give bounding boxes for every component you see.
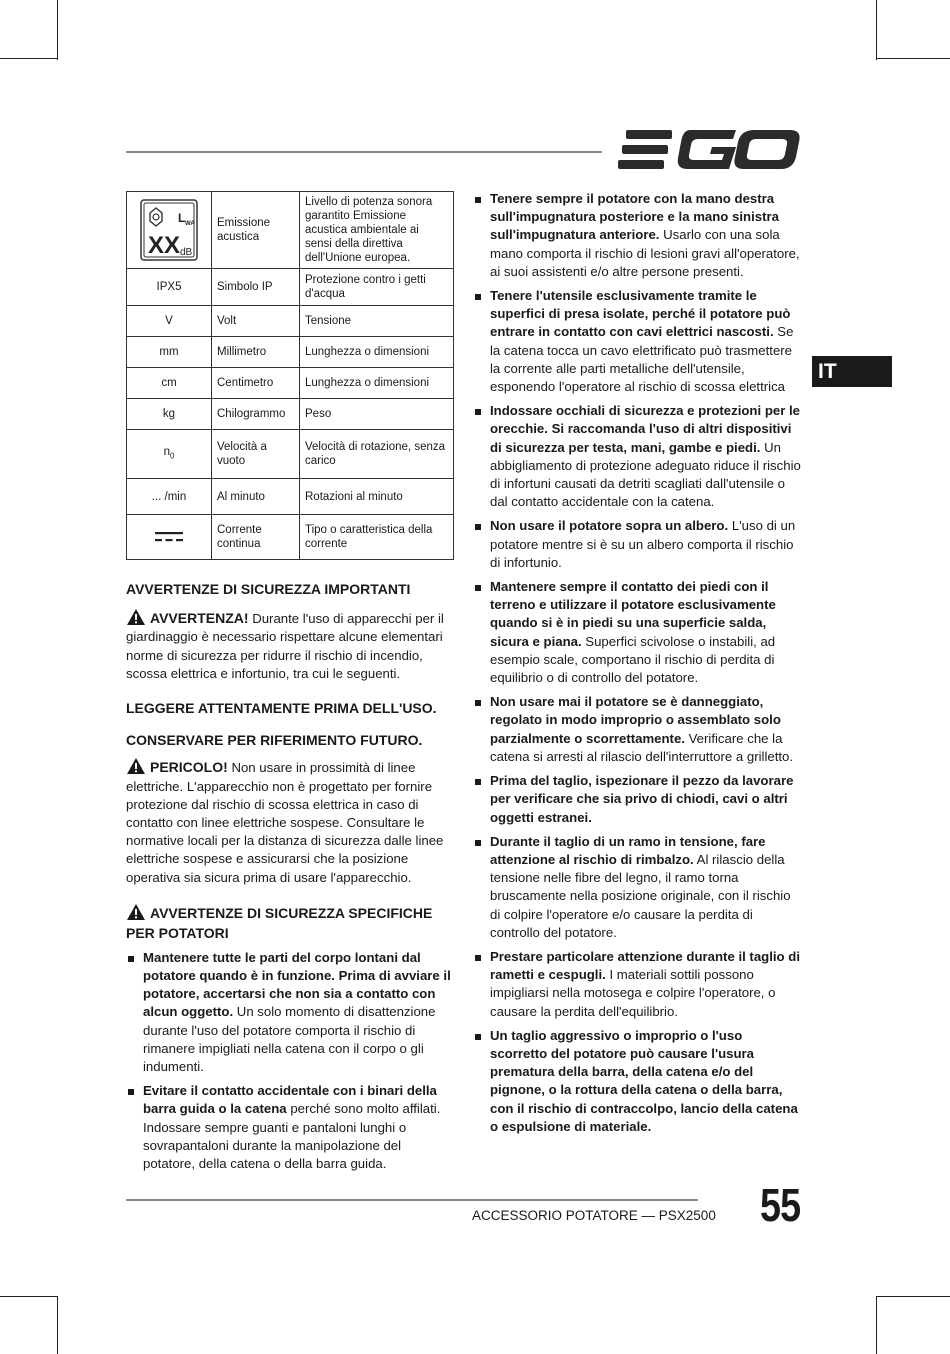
keep-heading: CONSERVARE PER RIFERIMENTO FUTURO.: [126, 732, 423, 749]
page-number: 55: [760, 1179, 801, 1231]
bullet-bold: Mantenere tutte le parti del corpo lontani dal potatore quando è in funzione. Prima di avviare il potatore, accertarsi che non sia a contatto con alcun oggetto.: [143, 949, 451, 1020]
list-item: [126, 1082, 456, 1173]
warning-triangle-icon: [126, 608, 146, 626]
symbol-description: Rotazioni al minuto: [300, 479, 454, 515]
read-heading: LEGGERE ATTENTAMENTE PRIMA DELL'USO.: [126, 700, 437, 717]
symbols-table: [126, 191, 454, 560]
left-column: [126, 580, 456, 1173]
bullet-text: L'uso di un potatore mentre si è su un albero comporta il rischio di infortunio.: [490, 518, 796, 570]
list-item: [473, 578, 803, 687]
bullet-text: Superfici scivolose o instabili, ad esempio scale, comportano il rischio di perdita di equilibrio o di controllo del potatore.: [490, 633, 776, 686]
svg-text:XX: XX: [148, 232, 181, 259]
list-item: [473, 402, 803, 511]
symbol-description: Tipo o caratteristica della corrente: [300, 515, 454, 560]
symbol-cell: [127, 430, 212, 479]
list-item: [473, 287, 803, 396]
symbol-name: Millimetro: [212, 337, 300, 368]
symbol-cell: cm: [127, 368, 212, 399]
list-item: [126, 949, 456, 1076]
svg-text:WA: WA: [185, 221, 195, 227]
table-row: [127, 515, 454, 560]
bullet-text: Al rilascio della tensione nelle fibre del legno, il ramo torna bruscamente nella posizione originale, con il rischio di colpire l'operatore e/o causare la perdita di controllo del potatore.: [490, 851, 791, 940]
symbol-cell: ... /min: [127, 479, 212, 515]
bullet-bold: Prima del taglio, ispezionare il pezzo da lavorare per verificare che sia privo di chiodi, cavi o altri oggetti estranei.: [490, 773, 794, 825]
symbol-name: Corrente continua: [212, 515, 300, 560]
table-row: [127, 479, 454, 515]
danger-paragraph: [126, 757, 456, 886]
table-row: [127, 368, 454, 399]
specific-heading: [126, 903, 456, 943]
bullet-text: Se la catena tocca un cavo elettrificato può trasmettere la corrente alle parti metalliche dell'utensile, esponendo l'operatore al rischio di scossa elettrica: [490, 324, 794, 395]
symbol-cell: [127, 515, 212, 560]
bullet-text: Verificare che la catena si arresti al rilascio dell'interruttore a grilletto.: [490, 730, 794, 764]
table-row: [127, 337, 454, 368]
header-rule: [126, 151, 602, 153]
right-column: [473, 190, 803, 1136]
crop-mark: [0, 58, 58, 59]
footer-rule: [126, 1199, 698, 1201]
crop-mark: [57, 1296, 58, 1354]
list-item: [473, 1027, 803, 1136]
crop-mark: [57, 0, 58, 60]
crop-mark: [876, 58, 950, 59]
symbol-name: Al minuto: [212, 479, 300, 515]
svg-text:L: L: [178, 211, 186, 225]
sound-power-symbol: [140, 199, 198, 261]
table-row: [127, 192, 454, 269]
bullet-bold: Durante il taglio di un ramo in tensione, fare attenzione al rischio di rimbalzo.: [490, 833, 766, 867]
bullet-bold: Mantenere sempre il contatto dei piedi con il terreno e utilizzare il potatore esclusivamente quando si è in piedi su una superficie salda, sicura e piana.: [490, 579, 776, 649]
symbol-cell: IPX5: [127, 269, 212, 306]
symbol-name: Simbolo IP: [212, 269, 300, 306]
symbol-description: Protezione contro i getti d'acqua: [300, 269, 454, 306]
bullet-text: Usarlo con una sola mano comporta il rischio di lesioni gravi all'operatore, ai suoi assistenti e/o altre persone presenti.: [490, 227, 800, 279]
list-item: [473, 693, 803, 766]
symbol-name: Volt: [212, 306, 300, 337]
crop-mark: [0, 1296, 58, 1297]
symbol-description: Velocità di rotazione, senza carico: [300, 430, 454, 479]
bullet-bold: Tenere sempre il potatore con la mano destra sull'impugnatura posteriore e la mano sinistra sull'impugnatura anteriore.: [490, 191, 779, 243]
table-row: [127, 269, 454, 306]
bullet-bold: Tenere l'utensile esclusivamente tramite le superfici di presa isolate, perché il potatore può entrare in contatto con cavi elettrici nascosti.: [490, 288, 791, 340]
table-row: [127, 306, 454, 337]
warning-triangle-icon: [126, 903, 146, 921]
list-item: [473, 190, 803, 281]
list-item: [473, 948, 803, 1021]
list-item: [473, 772, 803, 827]
symbol-description: Livello di potenza sonora garantito Emissione acustica ambientale ai sensi della direttiva dell'Unione europea.: [300, 192, 454, 269]
safety-heading: AVVERTENZE DI SICUREZZA IMPORTANTI: [126, 581, 411, 597]
crop-mark: [876, 1296, 950, 1297]
svg-text:dB: dB: [180, 247, 193, 258]
danger-label: PERICOLO!: [150, 759, 228, 776]
symbol-description: Lunghezza o dimensioni: [300, 368, 454, 399]
bullet-bold: Non usare mai il potatore se è danneggiato, regolato in modo improprio o assemblato solo parzialmente o scorrettamente.: [490, 694, 781, 746]
symbol-cell: [127, 192, 212, 269]
crop-mark: [876, 0, 877, 60]
warning-label: AVVERTENZA!: [150, 610, 249, 627]
list-item: [473, 833, 803, 942]
bullet-text: I materiali sottili possono impigliarsi nella motosega e colpire l'operatore, o causare la perdita dell'equilibrio.: [490, 967, 776, 1019]
symbol-description: Tensione: [300, 306, 454, 337]
bullet-bold: Non usare il potatore sopra un albero.: [490, 518, 729, 534]
warning-paragraph: [126, 608, 456, 683]
crop-mark: [876, 1296, 877, 1354]
danger-triangle-icon: [126, 757, 146, 775]
table-row: [127, 399, 454, 430]
bullet-text: Un solo momento di disattenzione durante l'uso del potatore comporta il rischio di rimanere impigliati nella catena con il corpo o gli indumenti.: [143, 1004, 436, 1075]
bullet-text: Un abbigliamento di protezione adeguato riduce il rischio di infortuni causati da detriti scagliati dall'utensile o dal contatto accidentale con la catena.: [490, 439, 801, 510]
table-row: [127, 430, 454, 479]
left-bullet-list: [126, 949, 456, 1173]
direct-current-icon: [153, 530, 185, 544]
symbol-name: Emissione acustica: [212, 192, 300, 269]
bullet-text: perché sono molto affilati. Indossare sempre guanti e pantaloni lunghi o sovrapantaloni durante la manipolazione del potatore, della catena o della barra guida.: [143, 1101, 441, 1172]
footer-title: ACCESSORIO POTATORE — PSX2500: [472, 1208, 716, 1223]
symbol-cell: mm: [127, 337, 212, 368]
bullet-bold: Indossare occhiali di sicurezza e protezioni per le orecchie. Si raccomanda l'uso di altri dispositivi di sicurezza per testa, mani, gambe e piedi.: [490, 403, 801, 455]
bullet-bold: Un taglio aggressivo o improprio o l'uso scorretto del potatore può causare l'usura prematura della barra, della catena e/o del pignone, o la rottura della catena o della barra, con il rischio di contraccolpo, lancio della catena o espulsione di materiale.: [490, 1027, 798, 1134]
symbol-name: Chilogrammo: [212, 399, 300, 430]
bullet-bold: Prestare particolare attenzione durante il taglio di rametti e cespugli.: [490, 948, 800, 983]
symbol-cell: kg: [127, 399, 212, 430]
right-bullet-list: [473, 190, 803, 1136]
symbol-n0-sub: 0: [169, 451, 175, 461]
language-tab: IT: [812, 356, 892, 387]
symbol-name: Centimetro: [212, 368, 300, 399]
symbol-cell: V: [127, 306, 212, 337]
symbol-name: Velocità a vuoto: [212, 430, 300, 479]
list-item: [473, 517, 803, 572]
ego-logo: [618, 128, 800, 172]
specific-heading-text: AVVERTENZE DI SICUREZZA SPECIFICHE PER POTATORI: [126, 904, 433, 941]
danger-text: Non usare in prossimità di linee elettriche. L'apparecchio non è progettato per fornire protezione dal rischio di scossa elettrica in caso di contatto con linee elettriche sospese. Consultare le normative locali per la distanza di sicurezza dalle linee elettriche sospese e assicurarsi che la posizione operativa sia sicura prima di usare l'apparecchio.: [126, 760, 444, 885]
symbol-description: Lunghezza o dimensioni: [300, 337, 454, 368]
symbol-description: Peso: [300, 399, 454, 430]
bullet-bold: Evitare il contatto accidentale con i binari della barra guida o la catena: [143, 1083, 437, 1117]
symbol-n0: n: [163, 445, 170, 458]
warning-text: Durante l'uso di apparecchi per il giardinaggio è necessario rispettare alcune elementari norme di sicurezza per ridurre il rischio di incendio, scossa elettrica e infortunio, tra cui le seguenti.: [126, 611, 444, 681]
